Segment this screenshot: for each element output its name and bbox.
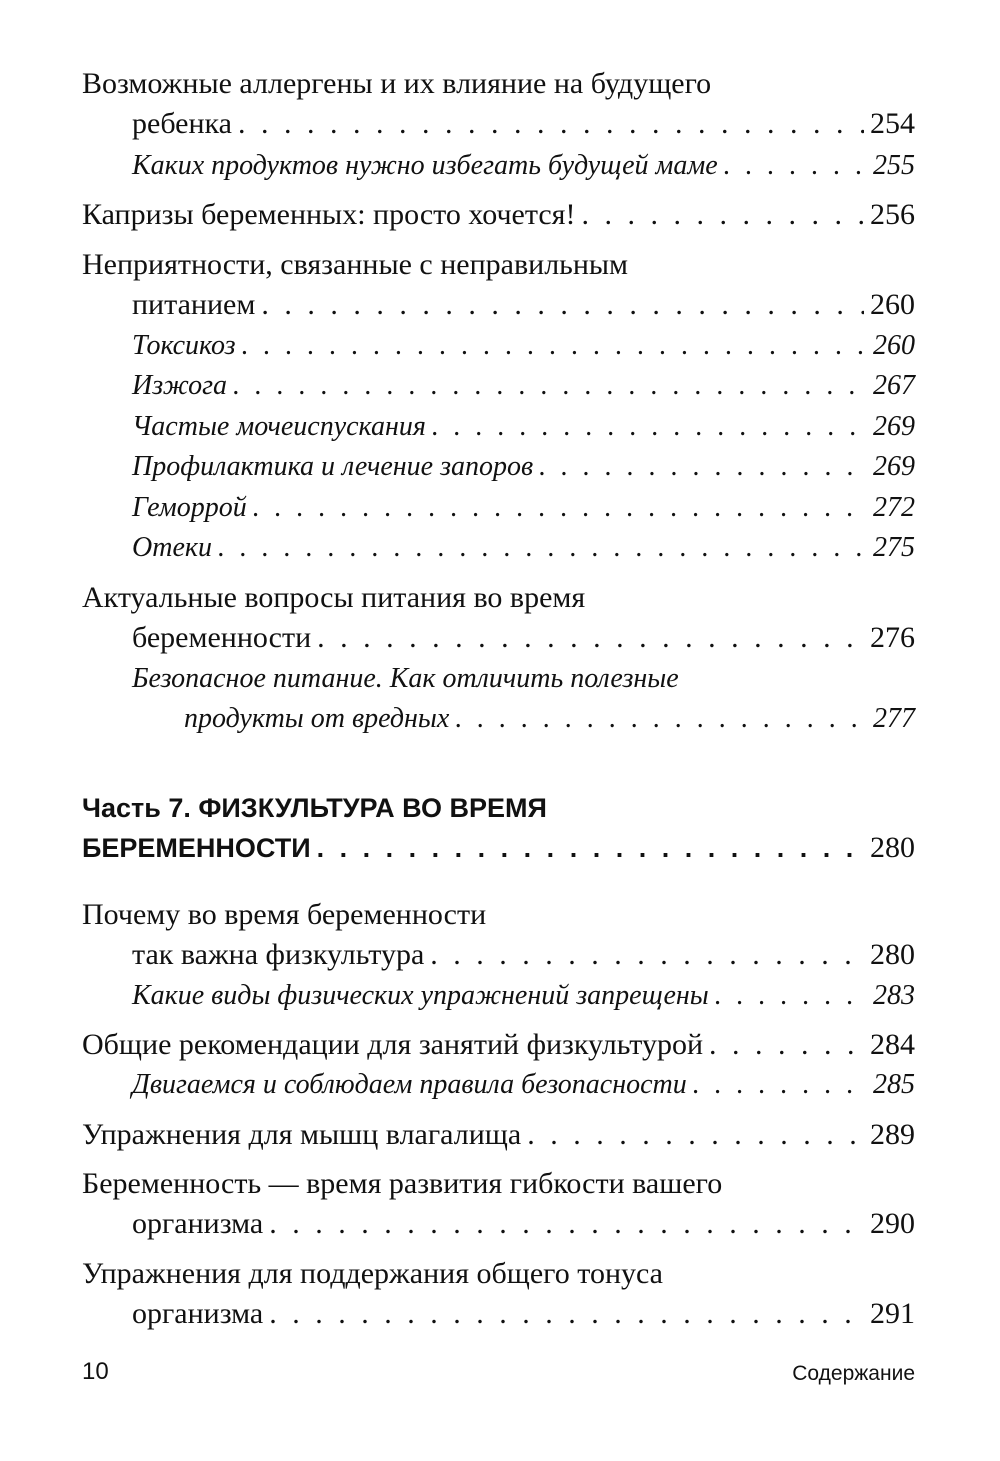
toc-entry: [82, 1115, 915, 1155]
toc-entry-title: Безопасное питание. Как отличить полезные: [132, 663, 679, 694]
toc-entry: [82, 1164, 915, 1244]
toc-subentry: [82, 488, 915, 528]
toc-entry-title-cont: продукты от вредных: [184, 703, 450, 734]
toc-entry-title: Неприятности, связанные с неправильным: [82, 248, 629, 281]
toc-part-title: Часть 7. ФИЗКУЛЬТУРА ВО ВРЕМЯ: [82, 793, 547, 823]
toc-entry-title: Актуальные вопросы питания во время: [82, 581, 586, 614]
toc-entry-title-cont: питанием: [132, 288, 256, 321]
toc-entry: [82, 1025, 915, 1065]
toc-subentry: [82, 976, 915, 1016]
toc-subentry: [82, 146, 915, 186]
toc-entry: [82, 195, 915, 235]
leader-dots: [539, 447, 867, 487]
toc-entry-title: Профилактика и лечение запоров: [132, 451, 534, 482]
toc-entry-title: Упражнения для мышц влагалища: [82, 1118, 522, 1151]
toc-entry-title-cont: организма: [132, 1207, 264, 1240]
toc-entry-title-cont: беременности: [132, 621, 312, 654]
leader-dots: [693, 1065, 867, 1105]
toc-entry-title-cont: так важна физкультура: [132, 938, 425, 971]
leader-dots: [242, 326, 867, 366]
toc-entry-title: Возможные аллергены и их влияние на будущего: [82, 67, 712, 100]
toc-entry-page: 272: [873, 492, 915, 523]
toc-part-heading: [82, 788, 915, 868]
toc-entry-title: Какие виды физических упражнений запрещены: [132, 980, 709, 1011]
toc-entry-title: Каких продуктов нужно избегать будущей маме: [132, 150, 718, 181]
toc-entry-title: Токсикоз: [132, 330, 236, 361]
toc-entry-title: Почему во время беременности: [82, 898, 487, 931]
toc-entry-title: Общие рекомендации для занятий физкультурой: [82, 1028, 704, 1061]
leader-dots: [715, 976, 867, 1016]
toc-subentry: [82, 1065, 915, 1105]
leader-dots: [253, 488, 867, 528]
toc-subentry: [82, 326, 915, 366]
toc-subentry: [82, 447, 915, 487]
toc-entry: [82, 578, 915, 658]
toc-entry-title: Упражнения для поддержания общего тонуса: [82, 1257, 664, 1290]
leader-dots: [317, 618, 864, 658]
leader-dots: [432, 407, 867, 447]
toc-entry-page: 254: [870, 107, 915, 140]
toc-entry-page: 283: [873, 980, 915, 1011]
toc-entry-page: 275: [873, 532, 915, 563]
toc-entry-page: 290: [870, 1207, 915, 1240]
toc-entry-page: 269: [873, 411, 915, 442]
leader-dots: [261, 285, 864, 325]
toc-entry-page: 277: [873, 703, 915, 734]
toc-entry-page: 280: [870, 831, 915, 864]
toc-entry-page: 269: [873, 451, 915, 482]
leader-dots: [430, 935, 864, 975]
leader-dots: [724, 146, 867, 186]
toc-entry: [82, 1254, 915, 1334]
toc-entry-title: Геморрой: [132, 492, 247, 523]
toc-entry-page: 255: [873, 150, 915, 181]
running-title: Содержание: [792, 1362, 915, 1385]
leader-dots: [317, 828, 864, 868]
leader-dots: [238, 104, 864, 144]
toc-entry-page: 280: [870, 938, 915, 971]
toc-entry-page: 256: [870, 198, 915, 231]
toc-entry-page: 267: [873, 370, 915, 401]
toc-entry-title: Двигаемся и соблюдаем правила безопасности: [132, 1069, 687, 1100]
toc-entry-title: Отеки: [132, 532, 212, 563]
toc-entry-title: Капризы беременных: просто хочется!: [82, 198, 576, 231]
toc-entry-title: Частые мочеиспускания: [132, 411, 426, 442]
toc-subentry: [82, 528, 915, 568]
toc-entry-title: Беременность — время развития гибкости вашего: [82, 1167, 723, 1200]
toc-entry: [82, 245, 915, 325]
toc-entry-page: 285: [873, 1069, 915, 1100]
leader-dots: [455, 699, 867, 739]
toc-entry: [82, 895, 915, 975]
toc-entry-title-cont: ребенка: [132, 107, 232, 140]
toc-entry-page: 260: [870, 288, 915, 321]
leader-dots: [709, 1025, 864, 1065]
toc-entry-page: 284: [870, 1028, 915, 1061]
leader-dots: [269, 1294, 864, 1334]
leader-dots: [527, 1115, 864, 1155]
toc-subentry: [82, 366, 915, 406]
leader-dots: [218, 528, 867, 568]
toc-part-title-cont: БЕРЕМЕННОСТИ: [82, 833, 311, 863]
toc-entry-page: 260: [873, 330, 915, 361]
toc-entry: [82, 64, 915, 144]
leader-dots: [269, 1204, 864, 1244]
toc-entry-page: 289: [870, 1118, 915, 1151]
toc-subentry: [82, 407, 915, 447]
leader-dots: [233, 366, 867, 406]
toc-entry-page: 276: [870, 621, 915, 654]
toc-entry-title-cont: организма: [132, 1297, 264, 1330]
toc-subentry: [82, 659, 915, 739]
toc-entry-page: 291: [870, 1297, 915, 1330]
leader-dots: [581, 195, 864, 235]
folio-page-number: 10: [82, 1358, 109, 1385]
toc-entry-title: Изжога: [132, 370, 228, 401]
